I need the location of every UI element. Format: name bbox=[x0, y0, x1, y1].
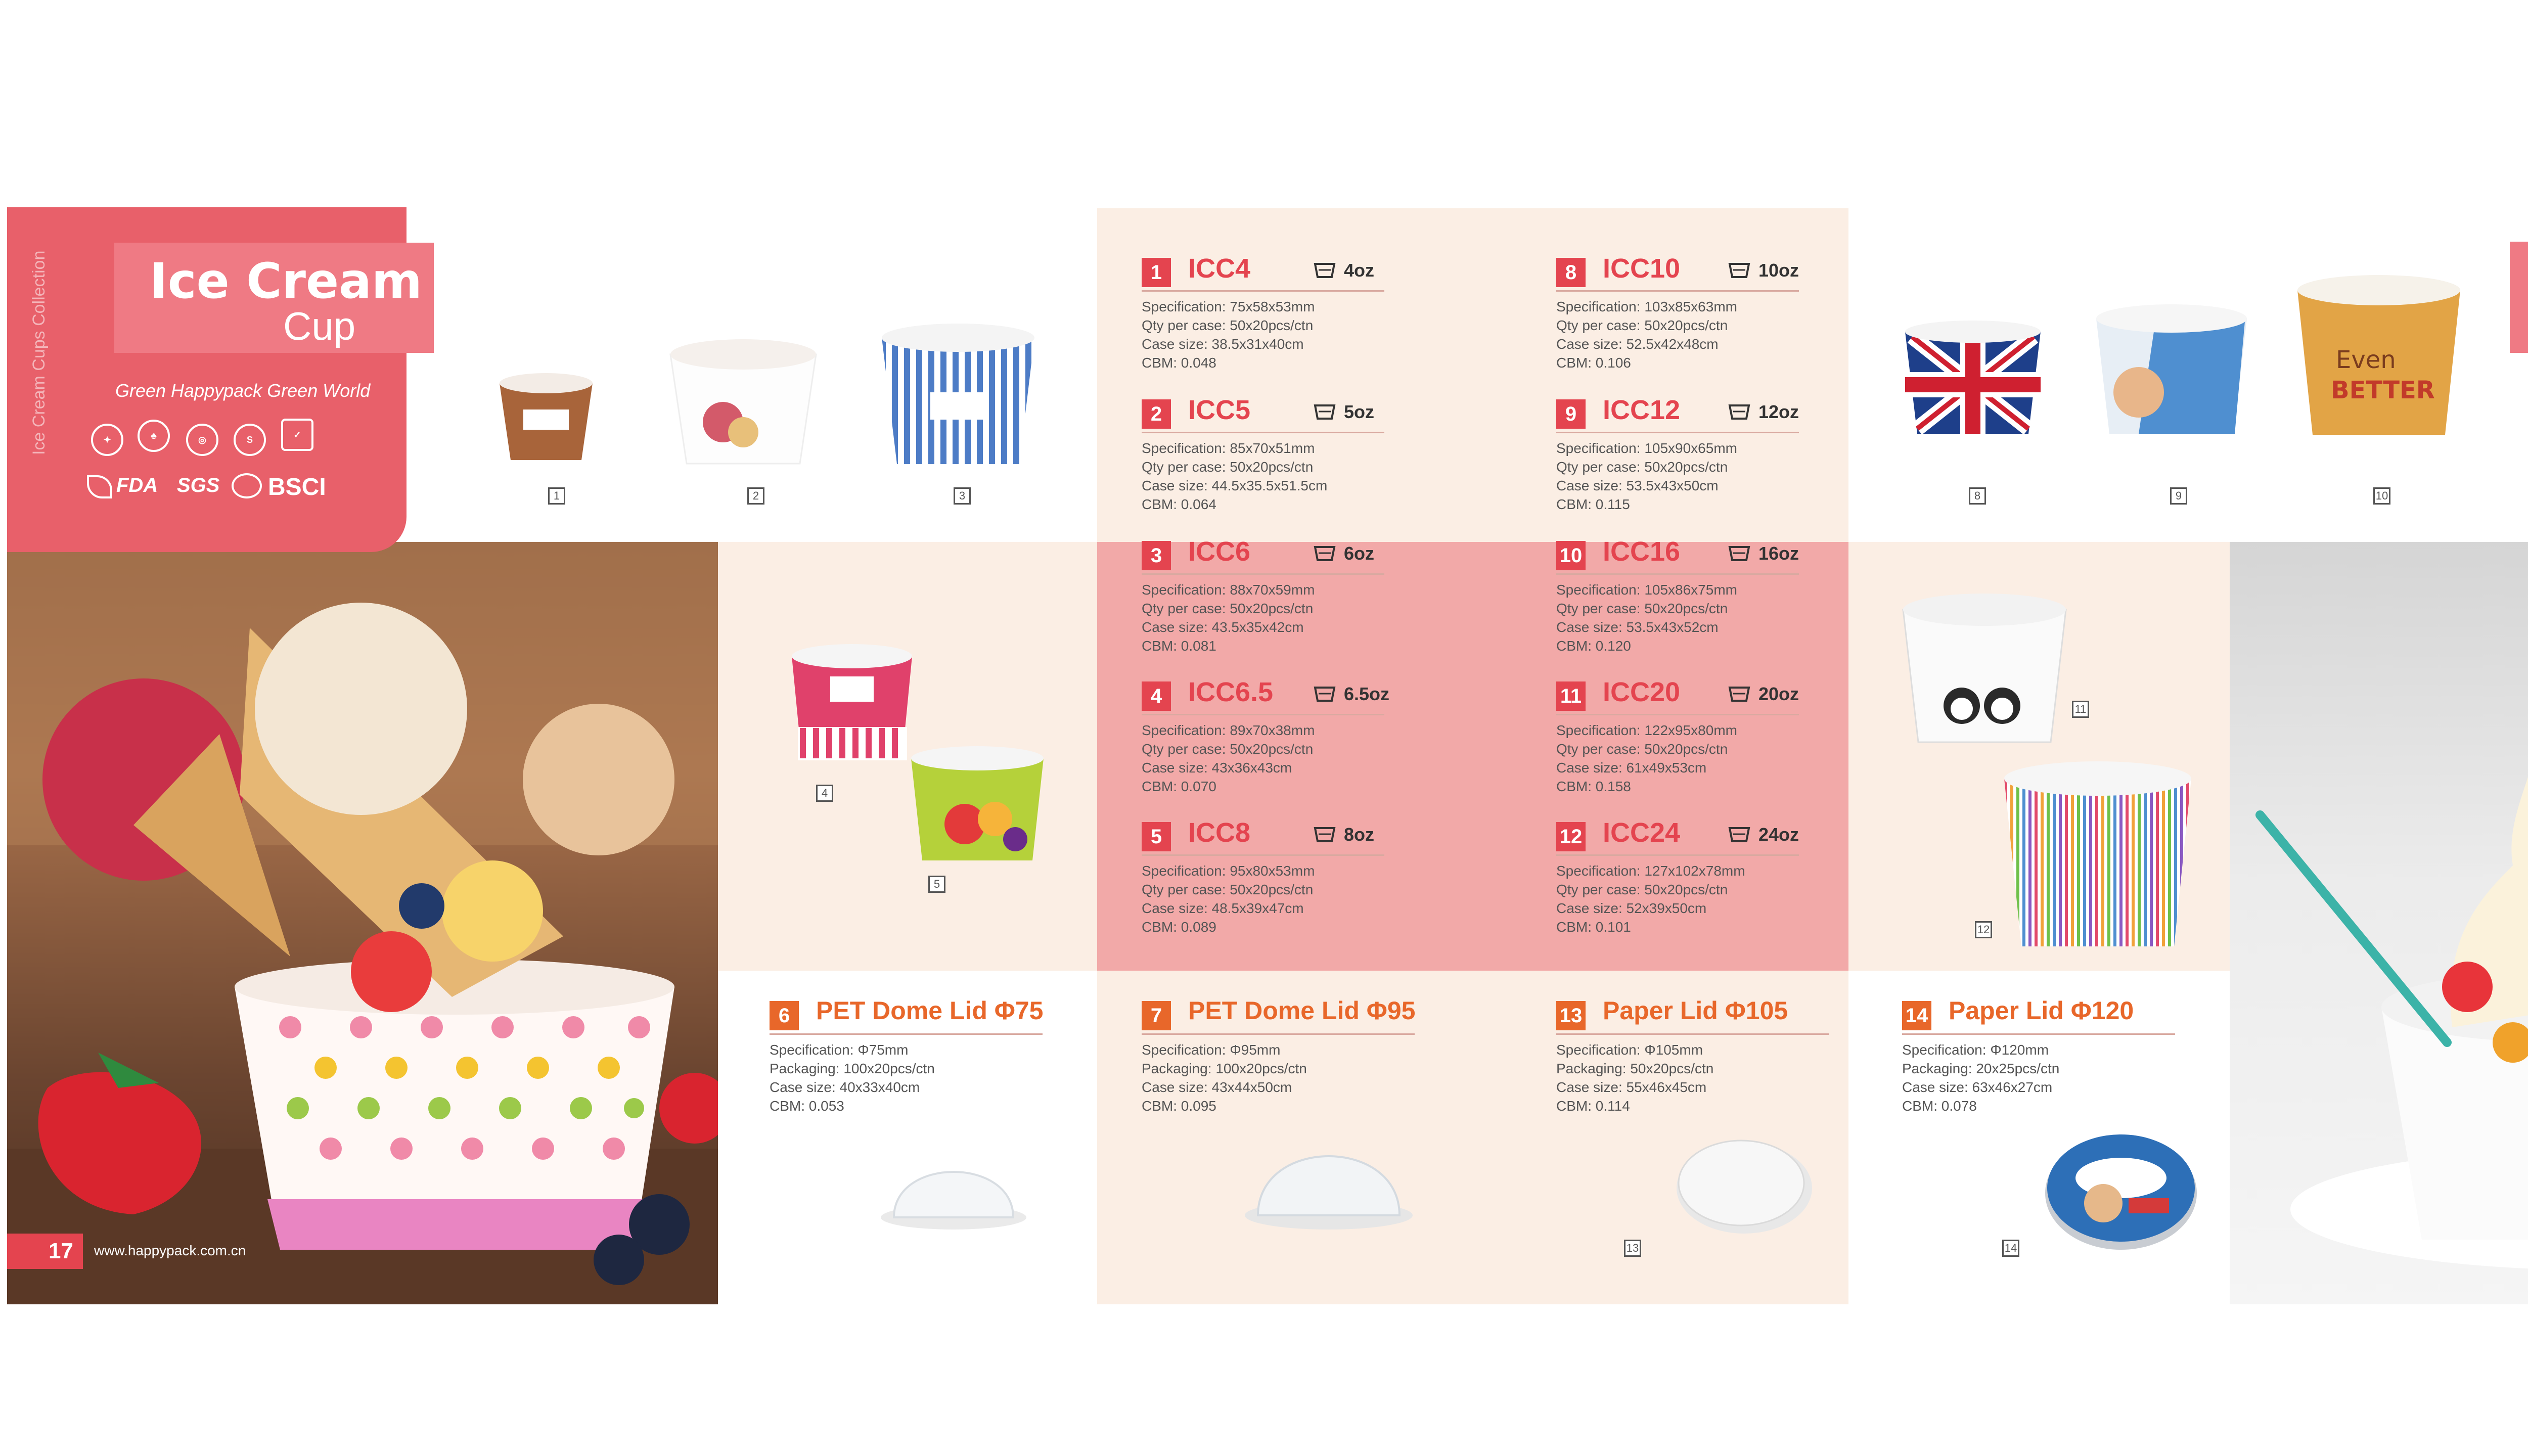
specification-line: Specification: 75x58x53mm bbox=[1142, 299, 1315, 314]
qty-per-case-line: Qty per case: 50x20pcs/ctn bbox=[1142, 601, 1314, 616]
product-name: Paper Lid Φ105 bbox=[1603, 996, 1788, 1025]
cbm-line: CBM: 0.048 bbox=[1142, 355, 1216, 371]
cup-image-9 bbox=[2093, 301, 2250, 438]
cup-image-2 bbox=[667, 336, 819, 469]
cbm-line: CBM: 0.158 bbox=[1556, 779, 1631, 794]
cbm-line: CBM: 0.053 bbox=[770, 1098, 844, 1114]
product-name: ICC6 bbox=[1188, 536, 1251, 567]
product-number: 10 bbox=[1556, 541, 1586, 570]
packaging-line: Packaging: 100x20pcs/ctn bbox=[1142, 1061, 1307, 1076]
specification-line: Specification: Φ120mm bbox=[1902, 1042, 2049, 1058]
cbm-line: CBM: 0.106 bbox=[1556, 355, 1631, 371]
heading-underline bbox=[1142, 290, 1384, 292]
specification-line: Specification: 122x95x80mm bbox=[1556, 722, 1737, 738]
specification-line: Specification: 88x70x59mm bbox=[1142, 582, 1315, 598]
qty-per-case-line: Qty per case: 50x20pcs/ctn bbox=[1556, 882, 1728, 897]
product-name: PET Dome Lid Φ75 bbox=[816, 996, 1044, 1025]
qty-per-case-line: Qty per case: 50x20pcs/ctn bbox=[1556, 741, 1728, 757]
item-label-14: 14 bbox=[2002, 1240, 2019, 1257]
product-size: 5oz bbox=[1344, 401, 1375, 422]
item-label-11: 11 bbox=[2072, 701, 2089, 718]
fda-cert-label: FDA bbox=[116, 474, 158, 496]
heading-underline bbox=[1142, 1033, 1415, 1035]
cup-image-3 bbox=[880, 322, 1036, 468]
item-label-2: 2 bbox=[747, 487, 764, 505]
specification-line: Specification: 89x70x38mm bbox=[1142, 722, 1315, 738]
cbm-line: CBM: 0.095 bbox=[1142, 1098, 1216, 1114]
lid-image-7 bbox=[1243, 1121, 1415, 1232]
website-url: www.happypack.com.cn bbox=[94, 1243, 246, 1258]
cbm-line: CBM: 0.081 bbox=[1142, 638, 1216, 654]
specification-line: Specification: 103x85x63mm bbox=[1556, 299, 1737, 314]
item-label-12: 12 bbox=[1975, 921, 1992, 938]
product-name: ICC4 bbox=[1188, 253, 1251, 284]
packaging-line: Packaging: 50x20pcs/ctn bbox=[1556, 1061, 1714, 1076]
product-number: 2 bbox=[1142, 399, 1171, 429]
product-name: ICC16 bbox=[1603, 536, 1681, 567]
product-number: 11 bbox=[1556, 681, 1586, 711]
product-name: ICC5 bbox=[1188, 395, 1251, 425]
cbm-line: CBM: 0.114 bbox=[1556, 1098, 1630, 1114]
cup-image-8 bbox=[1902, 316, 2044, 438]
quality-cert-icon: ✓ bbox=[281, 419, 313, 451]
case-size-line: Case size: 52x39x50cm bbox=[1556, 900, 1707, 916]
product-size: 4oz bbox=[1344, 260, 1375, 281]
left-subtitle: Cup bbox=[283, 304, 356, 348]
case-size-line: Case size: 43x44x50cm bbox=[1142, 1079, 1292, 1095]
product-size: 16oz bbox=[1758, 543, 1799, 564]
heading-underline bbox=[1902, 1033, 2175, 1035]
item-label-9: 9 bbox=[2170, 487, 2187, 505]
cup-image-11 bbox=[1901, 589, 2068, 746]
case-size-line: Case size: 48.5x39x47cm bbox=[1142, 900, 1304, 916]
halal-cert-icon: ✦ bbox=[91, 424, 123, 456]
case-size-line: Case size: 38.5x31x40cm bbox=[1142, 336, 1304, 352]
cbm-line: CBM: 0.101 bbox=[1556, 919, 1631, 935]
case-size-line: Case size: 53.5x43x52cm bbox=[1556, 619, 1719, 635]
product-number: 8 bbox=[1556, 258, 1586, 287]
cup-image-10 bbox=[2295, 272, 2462, 439]
product-name: ICC6.5 bbox=[1188, 677, 1274, 707]
cbm-line: CBM: 0.089 bbox=[1142, 919, 1216, 935]
lid-image-14 bbox=[2043, 1122, 2199, 1254]
sgs-cert-label: SGS bbox=[177, 474, 220, 496]
svg-text:Even: Even bbox=[2336, 346, 2396, 374]
heading-underline bbox=[1556, 432, 1799, 433]
heading-underline bbox=[1556, 1033, 1829, 1035]
lid-image-6 bbox=[879, 1136, 1028, 1233]
case-size-line: Case size: 52.5x42x48cm bbox=[1556, 336, 1719, 352]
item-label-4: 4 bbox=[816, 785, 833, 802]
case-size-line: Case size: 63x46x27cm bbox=[1902, 1079, 2053, 1095]
item-label-13: 13 bbox=[1624, 1240, 1641, 1257]
product-name: ICC20 bbox=[1603, 677, 1681, 707]
product-number: 4 bbox=[1142, 681, 1171, 711]
cup-image-5 bbox=[909, 743, 1046, 864]
item-label-8: 8 bbox=[1969, 487, 1986, 505]
heading-underline bbox=[770, 1033, 1043, 1035]
product-size: 8oz bbox=[1344, 824, 1375, 845]
item-label-3: 3 bbox=[954, 487, 971, 505]
cbm-line: CBM: 0.115 bbox=[1556, 496, 1630, 512]
product-size: 6.5oz bbox=[1344, 684, 1390, 704]
cup-size-icon bbox=[1728, 261, 1750, 279]
cup-size-icon bbox=[1728, 544, 1750, 562]
cup-size-icon bbox=[1728, 685, 1750, 703]
product-number: 1 bbox=[1142, 258, 1171, 287]
product-number: 14 bbox=[1902, 1001, 1931, 1030]
heading-underline bbox=[1556, 714, 1799, 715]
cup-image-1 bbox=[495, 369, 597, 465]
item-label-1: 1 bbox=[548, 487, 565, 505]
cbm-line: CBM: 0.078 bbox=[1902, 1098, 1977, 1114]
cup-size-icon bbox=[1314, 402, 1336, 421]
case-size-line: Case size: 55x46x45cm bbox=[1556, 1079, 1707, 1095]
qty-per-case-line: Qty per case: 50x20pcs/ctn bbox=[1556, 317, 1728, 333]
item-label-5: 5 bbox=[928, 876, 945, 893]
specification-line: Specification: 105x90x65mm bbox=[1556, 440, 1737, 456]
product-number: 3 bbox=[1142, 541, 1171, 570]
product-name: PET Dome Lid Φ95 bbox=[1188, 996, 1416, 1025]
case-size-line: Case size: 40x33x40cm bbox=[770, 1079, 920, 1095]
lid-image-13 bbox=[1674, 1132, 1815, 1234]
specification-line: Specification: 105x86x75mm bbox=[1556, 582, 1737, 598]
heading-underline bbox=[1556, 854, 1799, 856]
product-number: 13 bbox=[1556, 1001, 1586, 1030]
specification-line: Specification: 127x102x78mm bbox=[1556, 863, 1745, 879]
qty-per-case-line: Qty per case: 50x20pcs/ctn bbox=[1142, 459, 1314, 475]
product-name: ICC24 bbox=[1603, 817, 1681, 848]
product-number: 5 bbox=[1142, 822, 1171, 851]
svg-text:BETTER: BETTER bbox=[2331, 376, 2435, 404]
specification-line: Specification: Φ75mm bbox=[770, 1042, 909, 1058]
cup-image-12 bbox=[2002, 758, 2193, 950]
bsci-dove-icon bbox=[232, 473, 262, 498]
bsci-cert-label: BSCI bbox=[268, 474, 326, 500]
specification-line: Specification: Φ95mm bbox=[1142, 1042, 1281, 1058]
product-name: ICC12 bbox=[1603, 395, 1681, 425]
qty-per-case-line: Qty per case: 50x20pcs/ctn bbox=[1142, 882, 1314, 897]
product-size: 20oz bbox=[1758, 684, 1799, 704]
cup-size-icon bbox=[1314, 825, 1336, 843]
qty-per-case-line: Qty per case: 50x20pcs/ctn bbox=[1556, 601, 1728, 616]
specification-line: Specification: 95x80x53mm bbox=[1142, 863, 1315, 879]
specification-line: Specification: 85x70x51mm bbox=[1142, 440, 1315, 456]
specification-line: Specification: Φ105mm bbox=[1556, 1042, 1703, 1058]
cup-size-icon bbox=[1314, 544, 1336, 562]
product-size: 6oz bbox=[1344, 543, 1375, 564]
cbm-line: CBM: 0.070 bbox=[1142, 779, 1216, 794]
product-size: 10oz bbox=[1758, 260, 1799, 281]
left-side-text: Ice Cream Cups Collection bbox=[29, 250, 49, 455]
product-number: 6 bbox=[770, 1001, 799, 1030]
product-size: 12oz bbox=[1758, 401, 1799, 422]
left-tagline: Green Happypack Green World bbox=[115, 380, 371, 401]
product-name: Paper Lid Φ120 bbox=[1949, 996, 2134, 1025]
iso-cert-icon: ◎ bbox=[186, 424, 218, 456]
sgs-cert-icon: S bbox=[234, 424, 266, 456]
qty-per-case-line: Qty per case: 50x20pcs/ctn bbox=[1556, 459, 1728, 475]
fsc-cert-icon: ♣ bbox=[138, 420, 170, 452]
heading-underline bbox=[1556, 290, 1799, 292]
cbm-line: CBM: 0.064 bbox=[1142, 496, 1216, 512]
page-number: 17 bbox=[49, 1239, 73, 1263]
case-size-line: Case size: 44.5x35.5x51.5cm bbox=[1142, 478, 1328, 493]
cup-size-icon bbox=[1314, 261, 1336, 279]
case-size-line: Case size: 43x36x43cm bbox=[1142, 760, 1292, 776]
product-size: 24oz bbox=[1758, 824, 1799, 845]
heading-underline bbox=[1142, 854, 1384, 856]
cup-size-icon bbox=[1728, 402, 1750, 421]
product-name: ICC8 bbox=[1188, 817, 1251, 848]
qty-per-case-line: Qty per case: 50x20pcs/ctn bbox=[1142, 317, 1314, 333]
product-number: 9 bbox=[1556, 399, 1586, 429]
heading-underline bbox=[1142, 432, 1384, 433]
left-title: Ice Cream bbox=[150, 253, 422, 309]
heading-underline bbox=[1142, 573, 1384, 575]
ice-cream-cone-photo bbox=[7, 542, 718, 1304]
heading-underline bbox=[1142, 714, 1384, 715]
cup-image-4 bbox=[790, 641, 914, 765]
packaging-line: Packaging: 100x20pcs/ctn bbox=[770, 1061, 935, 1076]
case-size-line: Case size: 61x49x53cm bbox=[1556, 760, 1707, 776]
item-label-10: 10 bbox=[2373, 487, 2390, 505]
product-number: 12 bbox=[1556, 822, 1586, 851]
cbm-line: CBM: 0.120 bbox=[1556, 638, 1631, 654]
cup-size-icon bbox=[1314, 685, 1336, 703]
product-name: ICC10 bbox=[1603, 253, 1681, 284]
right-title-box bbox=[2510, 242, 2528, 353]
packaging-line: Packaging: 20x25pcs/ctn bbox=[1902, 1061, 2060, 1076]
heading-underline bbox=[1556, 573, 1799, 575]
case-size-line: Case size: 53.5x43x50cm bbox=[1556, 478, 1719, 493]
qty-per-case-line: Qty per case: 50x20pcs/ctn bbox=[1142, 741, 1314, 757]
product-number: 7 bbox=[1142, 1001, 1171, 1030]
soft-serve-photo bbox=[2230, 542, 2528, 1304]
cup-size-icon bbox=[1728, 825, 1750, 843]
case-size-line: Case size: 43.5x35x42cm bbox=[1142, 619, 1304, 635]
